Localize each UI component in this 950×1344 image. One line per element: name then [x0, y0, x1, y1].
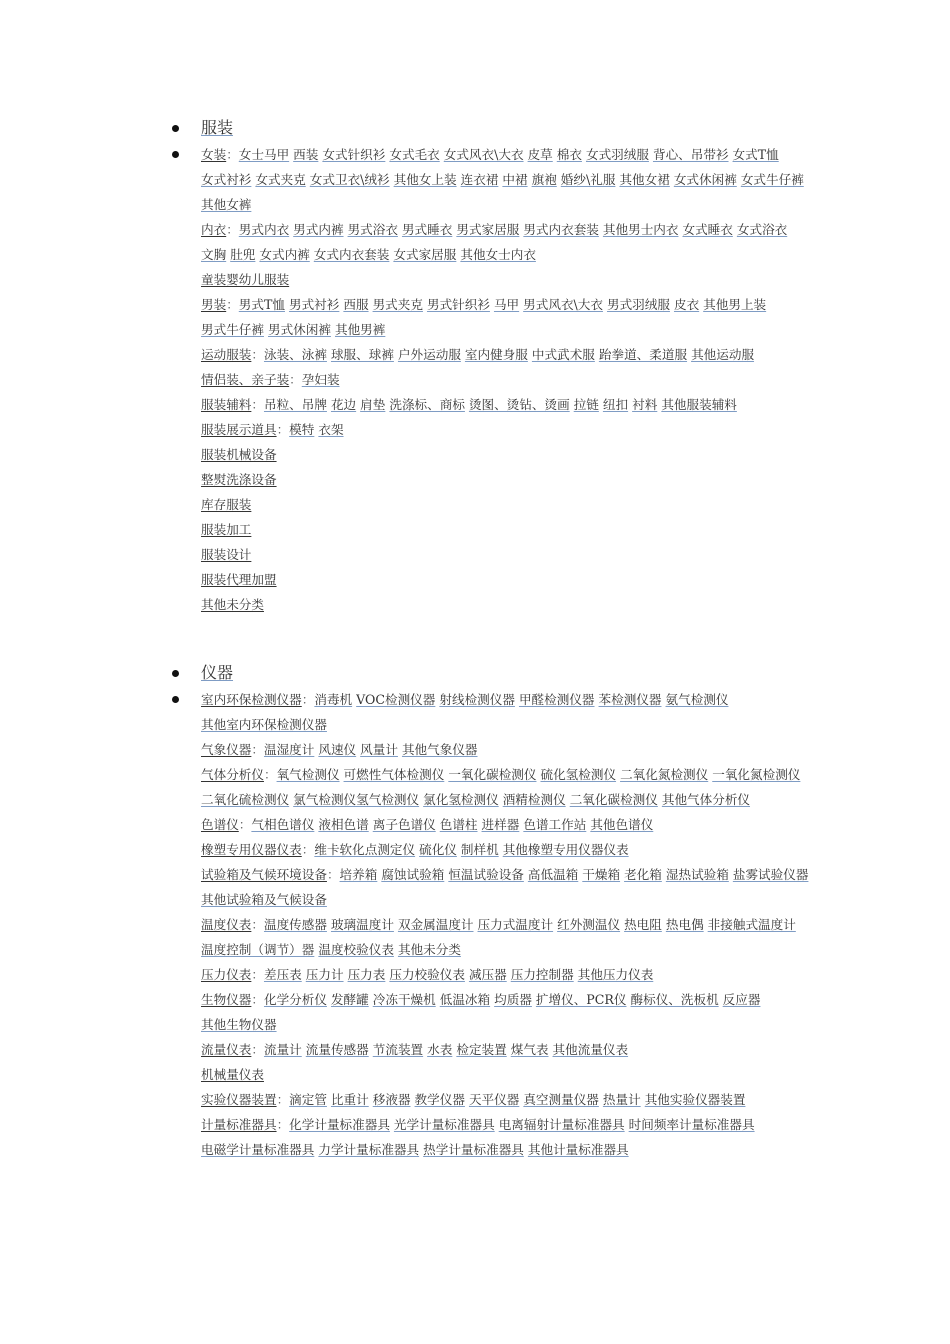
- subcategory-link[interactable]: 男式休闲裤: [267, 322, 331, 337]
- category-row: [201, 292, 811, 342]
- category-label[interactable]: 橡塑专用仪器仪表: [201, 842, 302, 857]
- subcategory-link[interactable]: 高低温箱: [527, 867, 579, 882]
- subcategory-link[interactable]: 化学分析仪: [263, 992, 327, 1007]
- subcategory-link[interactable]: 干燥箱: [582, 867, 621, 882]
- subcategory-link[interactable]: 其他女裤: [201, 197, 252, 212]
- category-label[interactable]: 服装加工: [201, 522, 252, 537]
- subcategory-link[interactable]: 热量计: [602, 1092, 641, 1107]
- subcategory-link[interactable]: 化学计量标准器具: [289, 1117, 390, 1132]
- subcategory-link[interactable]: 压力计: [305, 967, 344, 982]
- label-colon: ：: [251, 742, 264, 757]
- label-colon: ：: [251, 347, 264, 362]
- category-row: [201, 1087, 811, 1112]
- subcategory-link[interactable]: 液相色谱: [318, 817, 369, 832]
- subcategory-link[interactable]: 甲醛检测仪器: [518, 692, 595, 707]
- category-list-instruments: [201, 687, 811, 1162]
- subcategory-link[interactable]: 男式家居服: [456, 222, 520, 237]
- category-row: [201, 912, 811, 962]
- subcategory-link[interactable]: 中裙: [502, 172, 528, 187]
- category-label[interactable]: 整熨洗涤设备: [201, 472, 277, 487]
- category-label[interactable]: 机械量仪表: [201, 1067, 264, 1082]
- subcategory-link[interactable]: 烫图、烫钻、烫画: [468, 397, 570, 412]
- category-row: [201, 862, 811, 912]
- subcategory-link[interactable]: 酶标仪、洗板机: [630, 992, 719, 1007]
- subcategory-link[interactable]: 女式毛衣: [389, 147, 440, 162]
- subcategory-link[interactable]: 制样机: [460, 842, 499, 857]
- label-colon: ：: [238, 817, 252, 832]
- label-colon: ：: [226, 147, 239, 162]
- subcategory-link[interactable]: 其他未分类: [397, 942, 461, 957]
- category-label[interactable]: 实验仪器装置: [201, 1092, 277, 1107]
- subcategory-link[interactable]: 女式内裤: [259, 247, 310, 262]
- category-row: [201, 962, 811, 987]
- subcategory-link[interactable]: 腐蚀试验箱: [381, 867, 445, 882]
- subcategory-link[interactable]: 女式卫衣\绒衫: [309, 172, 390, 187]
- section-heading-clothing[interactable]: 服装: [201, 118, 234, 137]
- subcategory-link[interactable]: 减压器: [468, 967, 507, 982]
- category-label[interactable]: 童装婴幼儿服装: [201, 272, 290, 287]
- subcategory-link[interactable]: 离子色谱仪: [372, 817, 436, 832]
- label-colon: ：: [301, 842, 315, 857]
- subcategory-link[interactable]: 其他生物仪器: [201, 1017, 277, 1032]
- subcategory-link[interactable]: 其他女士内衣: [460, 247, 536, 262]
- subcategory-link[interactable]: 婚纱\礼服: [560, 172, 616, 187]
- subcategory-link[interactable]: 其他色谱仪: [590, 817, 654, 832]
- bullet-icon: [172, 696, 179, 703]
- subcategory-link[interactable]: 西服: [343, 297, 369, 312]
- subcategory-link[interactable]: 背心、吊带衫: [652, 147, 729, 162]
- subcategory-link[interactable]: 女式睡衣: [682, 222, 733, 237]
- category-label[interactable]: 服装设计: [201, 547, 252, 562]
- label-colon: ：: [251, 992, 264, 1007]
- category-row: [201, 142, 811, 217]
- subcategory-link[interactable]: 男式T恤: [238, 297, 285, 312]
- label-colon: ：: [301, 692, 315, 707]
- category-label[interactable]: 其他未分类: [201, 597, 264, 612]
- subcategory-link[interactable]: 男式风衣\大衣: [523, 297, 603, 312]
- subcategory-link[interactable]: 湿热试验箱: [665, 867, 729, 882]
- subcategory-link[interactable]: 男式内裤: [293, 222, 344, 237]
- category-label[interactable]: 计量标准器具: [201, 1117, 277, 1132]
- subcategory-link[interactable]: 肚兜: [230, 247, 256, 262]
- category-row: [201, 492, 811, 517]
- subcategory-link[interactable]: 文胸: [201, 247, 227, 262]
- subcategory-link[interactable]: 扩增仪、PCR仪: [535, 992, 627, 1007]
- subcategory-link[interactable]: 温度校验仪表: [318, 942, 394, 957]
- subcategory-link[interactable]: 玻璃温度计: [330, 917, 394, 932]
- category-label[interactable]: 流量仪表: [201, 1042, 252, 1057]
- subcategory-link[interactable]: 压力式温度计: [477, 917, 554, 932]
- subcategory-link[interactable]: 女式夹克: [255, 172, 306, 187]
- category-label[interactable]: 气体分析仪: [201, 767, 264, 782]
- category-label[interactable]: 服装辅料: [201, 397, 252, 412]
- subcategory-link[interactable]: 压力表: [347, 967, 386, 982]
- category-row: [201, 342, 811, 367]
- subcategory-link[interactable]: 一氧化氮检测仪: [712, 767, 801, 782]
- subcategory-link[interactable]: 拉链: [573, 397, 599, 412]
- label-colon: ：: [251, 397, 264, 412]
- category-row: [201, 1112, 811, 1162]
- category-row: [201, 442, 811, 467]
- subcategory-link[interactable]: 温湿度计: [263, 742, 315, 757]
- category-row: [201, 687, 811, 737]
- category-row: [201, 517, 811, 542]
- subcategory-link[interactable]: 消毒机: [314, 692, 353, 707]
- subcategory-link[interactable]: 其他室内环保检测仪器: [201, 717, 327, 732]
- category-row: [201, 367, 811, 392]
- subcategory-link[interactable]: 其他男上装: [703, 297, 767, 312]
- category-row: [201, 567, 811, 592]
- category-label[interactable]: 压力仪表: [201, 967, 252, 982]
- subcategory-link[interactable]: 跆拳道、柔道服: [598, 347, 688, 362]
- subcategory-link[interactable]: 盐雾试验仪器: [732, 867, 809, 882]
- subcategory-link[interactable]: VOC检测仪器: [356, 692, 436, 707]
- subcategory-link[interactable]: 低温冰箱: [439, 992, 491, 1007]
- category-label[interactable]: 试验箱及气候环境设备: [201, 867, 327, 882]
- subcategory-link[interactable]: 球服、球裤: [330, 347, 394, 362]
- label-colon: ：: [326, 867, 340, 882]
- subcategory-link[interactable]: 女式浴衣: [736, 222, 788, 237]
- subcategory-link[interactable]: 氯气检测仪氢气检测仪: [293, 792, 420, 807]
- category-label[interactable]: 运动服装: [201, 347, 252, 362]
- label-colon: ：: [263, 767, 277, 782]
- subcategory-link[interactable]: 滴定管: [289, 1092, 327, 1107]
- category-label[interactable]: 服装机械设备: [201, 447, 277, 462]
- category-label[interactable]: 温度仪表: [201, 917, 252, 932]
- subcategory-link[interactable]: 一氧化碳检测仪: [448, 767, 537, 782]
- category-row: [201, 1062, 811, 1087]
- subcategory-link[interactable]: 男式羽绒服: [606, 297, 670, 312]
- subcategory-link[interactable]: 压力校验仪表: [389, 967, 465, 982]
- subcategory-link[interactable]: 培养箱: [339, 867, 378, 882]
- category-label[interactable]: 内衣: [201, 222, 227, 237]
- category-row: [201, 417, 811, 442]
- subcategory-link[interactable]: 红外测温仪: [557, 917, 621, 932]
- category-row: [201, 467, 811, 492]
- subcategory-link[interactable]: 电离辐射计量标准器具: [498, 1117, 625, 1132]
- subcategory-link[interactable]: 流量计: [263, 1042, 302, 1057]
- subcategory-link[interactable]: 其他试验箱及气候设备: [201, 892, 327, 907]
- category-row: [201, 542, 811, 567]
- subcategory-link[interactable]: 女式T恤: [732, 147, 779, 162]
- subcategory-link[interactable]: 温度传感器: [263, 917, 327, 932]
- subcategory-link[interactable]: 二氧化硫检测仪: [201, 792, 290, 807]
- bullet-icon: [172, 670, 179, 677]
- subcategory-link[interactable]: 色谱工作站: [523, 817, 587, 832]
- subcategory-link[interactable]: 衬料: [632, 397, 658, 412]
- subcategory-link[interactable]: 比重计: [330, 1092, 369, 1107]
- subcategory-link[interactable]: 风量计: [360, 742, 398, 757]
- subcategory-link[interactable]: 其他气象仪器: [401, 742, 478, 757]
- category-label[interactable]: 情侣装、亲子装: [201, 372, 290, 387]
- subcategory-link[interactable]: 天平仪器: [468, 1092, 520, 1107]
- subcategory-link[interactable]: 移液器: [372, 1092, 411, 1107]
- category-label[interactable]: 气象仪器: [201, 742, 252, 757]
- subcategory-link[interactable]: 孕妇装: [301, 372, 340, 387]
- category-row: [201, 837, 811, 862]
- category-label[interactable]: 库存服装: [201, 497, 252, 512]
- subcategory-link[interactable]: 煤气表: [510, 1042, 549, 1057]
- subcategory-link[interactable]: 皮衣: [673, 297, 700, 312]
- category-row: [201, 762, 811, 812]
- label-colon: ：: [251, 967, 264, 982]
- subcategory-link[interactable]: 气相色谱仪: [251, 817, 315, 832]
- subcategory-link[interactable]: 女式牛仔裤: [740, 172, 804, 187]
- category-label[interactable]: 生物仪器: [201, 992, 252, 1007]
- subcategory-link[interactable]: 均质器: [494, 992, 532, 1007]
- subcategory-link[interactable]: 其他运动服: [691, 347, 755, 362]
- subcategory-link[interactable]: 酒精检测仪: [502, 792, 566, 807]
- subcategory-link[interactable]: 时间频率计量标准器具: [628, 1117, 755, 1132]
- subcategory-link[interactable]: 男式牛仔裤: [201, 322, 264, 337]
- label-colon: ：: [251, 1042, 264, 1057]
- subcategory-link[interactable]: 双金属温度计: [397, 917, 474, 932]
- subcategory-link[interactable]: 非接触式温度计: [707, 917, 796, 932]
- subcategory-link[interactable]: 棉衣: [556, 147, 582, 162]
- subcategory-link[interactable]: 热学计量标准器具: [423, 1142, 524, 1157]
- label-colon: ：: [289, 372, 302, 387]
- subcategory-link[interactable]: 其他气体分析仪: [661, 792, 751, 807]
- category-label[interactable]: 服装展示道具: [201, 422, 277, 437]
- subcategory-link[interactable]: 发酵罐: [330, 992, 369, 1007]
- subcategory-link[interactable]: 衣架: [318, 422, 344, 437]
- subcategory-link[interactable]: 女式休闲裤: [673, 172, 737, 187]
- subcategory-link[interactable]: 检定装置: [456, 1042, 507, 1057]
- label-colon: ：: [276, 422, 290, 437]
- category-row: [201, 592, 811, 617]
- subcategory-link[interactable]: 皮草: [527, 147, 553, 162]
- subcategory-link[interactable]: 节流装置: [372, 1042, 424, 1057]
- subcategory-link[interactable]: 洗涤标、商标: [389, 397, 465, 412]
- subcategory-link[interactable]: 热电偶: [665, 917, 704, 932]
- subcategory-link[interactable]: 射线检测仪器: [439, 692, 515, 707]
- subcategory-link[interactable]: 女式羽绒服: [585, 147, 649, 162]
- subcategory-link[interactable]: 肩垫: [360, 397, 386, 412]
- subcategory-link[interactable]: 男式衬衫: [288, 297, 340, 312]
- subcategory-link[interactable]: 西装: [293, 147, 319, 162]
- subcategory-link[interactable]: 女式风衣\大衣: [443, 147, 524, 162]
- subcategory-link[interactable]: 水表: [427, 1042, 453, 1057]
- subcategory-link[interactable]: 其他男士内衣: [602, 222, 679, 237]
- subcategory-link[interactable]: 男式浴衣: [347, 222, 398, 237]
- category-label[interactable]: 男装: [201, 297, 227, 312]
- label-colon: ：: [226, 222, 239, 237]
- subcategory-link[interactable]: 其他男裤: [334, 322, 386, 337]
- subcategory-link[interactable]: 女式家居服: [393, 247, 457, 262]
- subcategory-link[interactable]: 冷冻干燥机: [372, 992, 436, 1007]
- category-label[interactable]: 女装: [201, 147, 227, 162]
- category-row: [201, 1037, 811, 1062]
- subcategory-link[interactable]: 热电阻: [624, 917, 662, 932]
- subcategory-link[interactable]: 二氧化氮检测仪: [620, 767, 709, 782]
- subcategory-link[interactable]: 其他压力仪表: [577, 967, 654, 982]
- subcategory-link[interactable]: 室内健身服: [464, 347, 528, 362]
- subcategory-link[interactable]: 老化箱: [624, 867, 662, 882]
- subcategory-link[interactable]: 女式针织衫: [322, 147, 386, 162]
- label-colon: ：: [251, 917, 264, 932]
- subcategory-link[interactable]: 教学仪器: [414, 1092, 465, 1107]
- subcategory-link[interactable]: 旗袍: [531, 172, 557, 187]
- category-label[interactable]: 室内环保检测仪器: [201, 692, 302, 707]
- category-label[interactable]: 服装代理加盟: [201, 572, 277, 587]
- subcategory-link[interactable]: 风速仪: [318, 742, 357, 757]
- label-colon: ：: [226, 297, 239, 312]
- category-row: [201, 392, 811, 417]
- subcategory-link[interactable]: 反应器: [722, 992, 761, 1007]
- subcategory-link[interactable]: 其他流量仪表: [552, 1042, 629, 1057]
- subcategory-link[interactable]: 氧气检测仪: [276, 767, 340, 782]
- subcategory-link[interactable]: 泳装、泳裤: [263, 347, 327, 362]
- subcategory-link[interactable]: 吊粒、吊牌: [263, 397, 327, 412]
- subcategory-link[interactable]: 可燃性气体检测仪: [343, 767, 445, 782]
- subcategory-link[interactable]: 维卡软化点测定仪: [314, 842, 416, 857]
- subcategory-link[interactable]: 男式睡衣: [401, 222, 453, 237]
- category-row: [201, 987, 811, 1037]
- subcategory-link[interactable]: 二氧化碳检测仪: [569, 792, 658, 807]
- subcategory-link[interactable]: 其他女裙: [619, 172, 670, 187]
- subcategory-link[interactable]: 色谱柱: [439, 817, 478, 832]
- subcategory-link[interactable]: 男式针织衫: [426, 297, 490, 312]
- subcategory-link[interactable]: 中式武术服: [531, 347, 595, 362]
- category-label[interactable]: 色谱仪: [201, 817, 239, 832]
- subcategory-link[interactable]: 模特: [289, 422, 315, 437]
- subcategory-link[interactable]: 硫化氢检测仪: [540, 767, 617, 782]
- subcategory-link[interactable]: 真空测量仪器: [523, 1092, 599, 1107]
- subcategory-link[interactable]: 其他计量标准器具: [527, 1142, 629, 1157]
- subcategory-link[interactable]: 女式衬衫: [201, 172, 252, 187]
- subcategory-link[interactable]: 温度控制（调节）器: [201, 942, 315, 957]
- subcategory-link[interactable]: 其他橡塑专用仪器仪表: [502, 842, 629, 857]
- subcategory-link[interactable]: 花边: [330, 397, 357, 412]
- subcategory-link[interactable]: 电磁学计量标准器具: [201, 1142, 315, 1157]
- subcategory-link[interactable]: 马甲: [493, 297, 520, 312]
- subcategory-link[interactable]: 氯化氢检测仪: [423, 792, 499, 807]
- category-row: [201, 812, 811, 837]
- category-row: [201, 267, 811, 292]
- subcategory-link[interactable]: 户外运动服: [397, 347, 461, 362]
- subcategory-link[interactable]: 男式内衣套装: [523, 222, 599, 237]
- section-heading-instruments[interactable]: 仪器: [201, 663, 234, 682]
- subcategory-link[interactable]: 硫化仪: [419, 842, 457, 857]
- subcategory-link[interactable]: 压力控制器: [510, 967, 574, 982]
- category-list-clothing: [201, 142, 811, 617]
- bullet-icon: [172, 151, 179, 158]
- subcategory-link[interactable]: 差压表: [263, 967, 302, 982]
- category-row: [201, 217, 811, 267]
- subcategory-link[interactable]: 苯检测仪器: [598, 692, 662, 707]
- subcategory-link[interactable]: 进样器: [481, 817, 520, 832]
- subcategory-link[interactable]: 男式夹克: [372, 297, 423, 312]
- subcategory-link[interactable]: 恒温试验设备: [448, 867, 524, 882]
- category-row: [201, 737, 811, 762]
- subcategory-link[interactable]: 流量传感器: [305, 1042, 369, 1057]
- subcategory-link[interactable]: 女式内衣套装: [313, 247, 390, 262]
- label-colon: ：: [276, 1092, 290, 1107]
- subcategory-link[interactable]: 女士马甲: [238, 147, 290, 162]
- subcategory-link[interactable]: 男式内衣: [238, 222, 290, 237]
- subcategory-link[interactable]: 力学计量标准器具: [318, 1142, 420, 1157]
- subcategory-link[interactable]: 连衣裙: [460, 172, 499, 187]
- bullet-icon: [172, 125, 179, 132]
- subcategory-link[interactable]: 其他服装辅料: [661, 397, 737, 412]
- subcategory-link[interactable]: 其他实验仪器装置: [644, 1092, 746, 1107]
- subcategory-link[interactable]: 光学计量标准器具: [393, 1117, 495, 1132]
- subcategory-link[interactable]: 其他女上装: [393, 172, 457, 187]
- subcategory-link[interactable]: 纽扣: [602, 397, 629, 412]
- subcategory-link[interactable]: 氨气检测仪: [665, 692, 729, 707]
- label-colon: ：: [276, 1117, 290, 1132]
